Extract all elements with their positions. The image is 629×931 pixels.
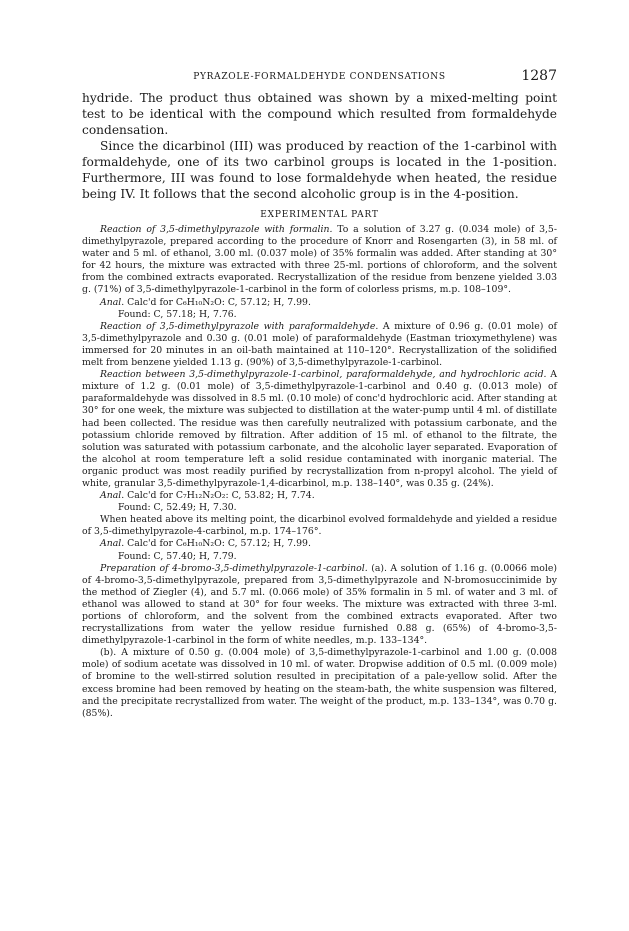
page-header <box>82 68 557 90</box>
analysis-found: Found: C, 52.49; H, 7.30. <box>118 502 237 514</box>
bromo-preparation-title: Preparation of 4-bromo-3,5-dimethylpyrazole-1-carbinol. <box>100 562 368 574</box>
running-title: PYRAZOLE-FORMALDEHYDE CONDENSATIONS <box>193 72 446 82</box>
reaction-formalin-paragraph <box>82 224 557 297</box>
page-number: 1287 <box>521 68 557 84</box>
analysis-calc: Calc'd for C₆H₁₀N₂O: C, 57.12; H, 7.99. <box>124 538 311 550</box>
reaction-formalin-body: To a solution of 3.27 g. (0.034 mole) of 3,5-dimethylpyrazole, prepared according to the procedure of Knorr and Rosengarten (3), in 58 ml. of water and 5 ml. of ethanol, 3.00 ml. (0.037 mole) of 35% formalin was added. After standing at 30° for 42 hours, the mixture was extracted with three 25-ml. portions of chloroform, and the solvent from the combined extracts evaporated. Recrystallization of the residue from benzene yielded 3.03 g. (71%) of 3,5-dimethylpyrazole-1-carbinol in the form of colorless prisms, m.p. 108–109°. <box>82 224 557 296</box>
reaction-formalin-title: Reaction of 3,5-dimethylpyrazole with formalin. <box>100 224 333 235</box>
analysis-found: Found: C, 57.18; H, 7.76. <box>118 308 237 320</box>
analysis-line <box>82 538 557 550</box>
journal-page <box>82 68 557 720</box>
bromo-method-b-paragraph: (b). A mixture of 0.50 g. (0.004 mole) of 3,5-dimethylpyrazole-1-carbinol and 1.00 g. (0.008 mole) of sodium acetate was dissolved in 10 ml. of water. Dropwise addition of 0.5 ml. (0.009 mole) of bromine to the well-stirred solution resulted in precipitation of a pale-yellow solid. After the excess bromine had been removed by heating on the steam-bath, the white suspension was filtered, and the precipitate recrystallized from water. The weight of the product, m.p. 133–134°, was 0.70 g. (85%). <box>82 647 557 719</box>
reaction-paraformaldehyde-body: A mixture of 0.96 g. (0.01 mole) of 3,5-dimethylpyrazole and 0.30 g. (0.01 mole) of paraformaldehyde (Eastman trioxymethylene) was immersed for 20 minutes in an oil-bath maintained at 110–120°. Recrystallization of the solidified melt from benzene yielded 1.13 g. (90%) of 3,5-dimethylpyrazole-1-carbinol. <box>82 320 557 369</box>
analysis-line <box>82 490 557 502</box>
section-heading: EXPERIMENTAL PART <box>260 210 379 220</box>
intro-paragraph-2: Since the dicarbinol (III) was produced by reaction of the 1-carbinol with formaldehyde, one of its two carbinol groups is located in the 1-position. Furthermore, III was found to lose formaldehyde when heated, the residue being IV. It follows that the second alcoholic group is in the 4-position. <box>82 139 557 201</box>
intro-paragraph-1: hydride. The product thus obtained was shown by a mixed-melting point test to be identical with the compound which resulted from formaldehyde condensation. <box>82 91 557 137</box>
bromo-preparation-body: (a). A solution of 1.16 g. (0.0066 mole) of 4-bromo-3,5-dimethylpyrazole, prepared from 3,5-dimethylpyrazole and N-bromosuccinimide by the method of Ziegler (4), and 5.7 ml. (0.066 mole) of 35% formalin in 5 ml. of water and 3 ml. of ethanol was allowed to stand at 30° for four weeks. The mixture was extracted with three 3-ml. portions of chloroform, and the solvent from the combined extracts evaporated. After two recrystallizations from water the yellow residue furnished 0.88 g. (65%) of 4-bromo-3,5-dimethylpyrazole-1-carbinol in the form of white needles, m.p. 133–134°. <box>82 562 557 647</box>
reaction-hcl-title: Reaction between 3,5-dimethylpyrazole-1-carbinol, paraformaldehyde, and hydrochloric acid. <box>100 369 547 381</box>
bromo-preparation-paragraph <box>82 563 557 648</box>
reaction-paraformaldehyde-paragraph <box>82 321 557 369</box>
analysis-label: Anal. <box>100 296 125 308</box>
reaction-hcl-paragraph <box>82 369 557 490</box>
analysis-label: Anal. <box>100 490 125 502</box>
analysis-calc: Calc'd for C₇H₁₂N₂O₂: C, 53.82; H, 7.74. <box>124 490 315 502</box>
heating-paragraph: When heated above its melting point, the dicarbinol evolved formaldehyde and yielded a residue of 3,5-dimethylpyrazole-4-carbinol, m.p. 174–176°. <box>82 514 557 538</box>
reaction-paraformaldehyde-title: Reaction of 3,5-dimethylpyrazole with paraformaldehyde. <box>100 320 379 332</box>
analysis-label: Anal. <box>100 538 125 550</box>
reaction-hcl-body: A mixture of 1.2 g. (0.01 mole) of 3,5-dimethylpyrazole-1-carbinol and 0.40 g. (0.013 mole) of paraformaldehyde was dissolved in 8.5 ml. (0.10 mole) of conc'd hydrochloric acid. After standing at 30° for one week, the mixture was subjected to distillation at the water-pump until 4 ml. of distillate had been collected. The residue was then carefully neutralized with potassium carbonate, and the potassium chloride removed by filtration. After addition of 15 ml. of ethanol to the filtrate, the solution was saturated with potassium carbonate, and the alcoholic layer separated. Evaporation of the alcohol at room temperature left a solid residue contaminated with inorganic material. The organic product was most readily purified by recrystallization from n-propyl alcohol. The yield of white, granular 3,5-dimethylpyrazole-1,4-dicarbinol, m.p. 138–140°, was 0.35 g. (24%). <box>82 369 557 489</box>
analysis-line <box>82 297 557 309</box>
analysis-calc: Calc'd for C₆H₁₀N₂O: C, 57.12; H, 7.99. <box>124 296 311 308</box>
analysis-found: Found: C, 57.40; H, 7.79. <box>118 550 237 562</box>
